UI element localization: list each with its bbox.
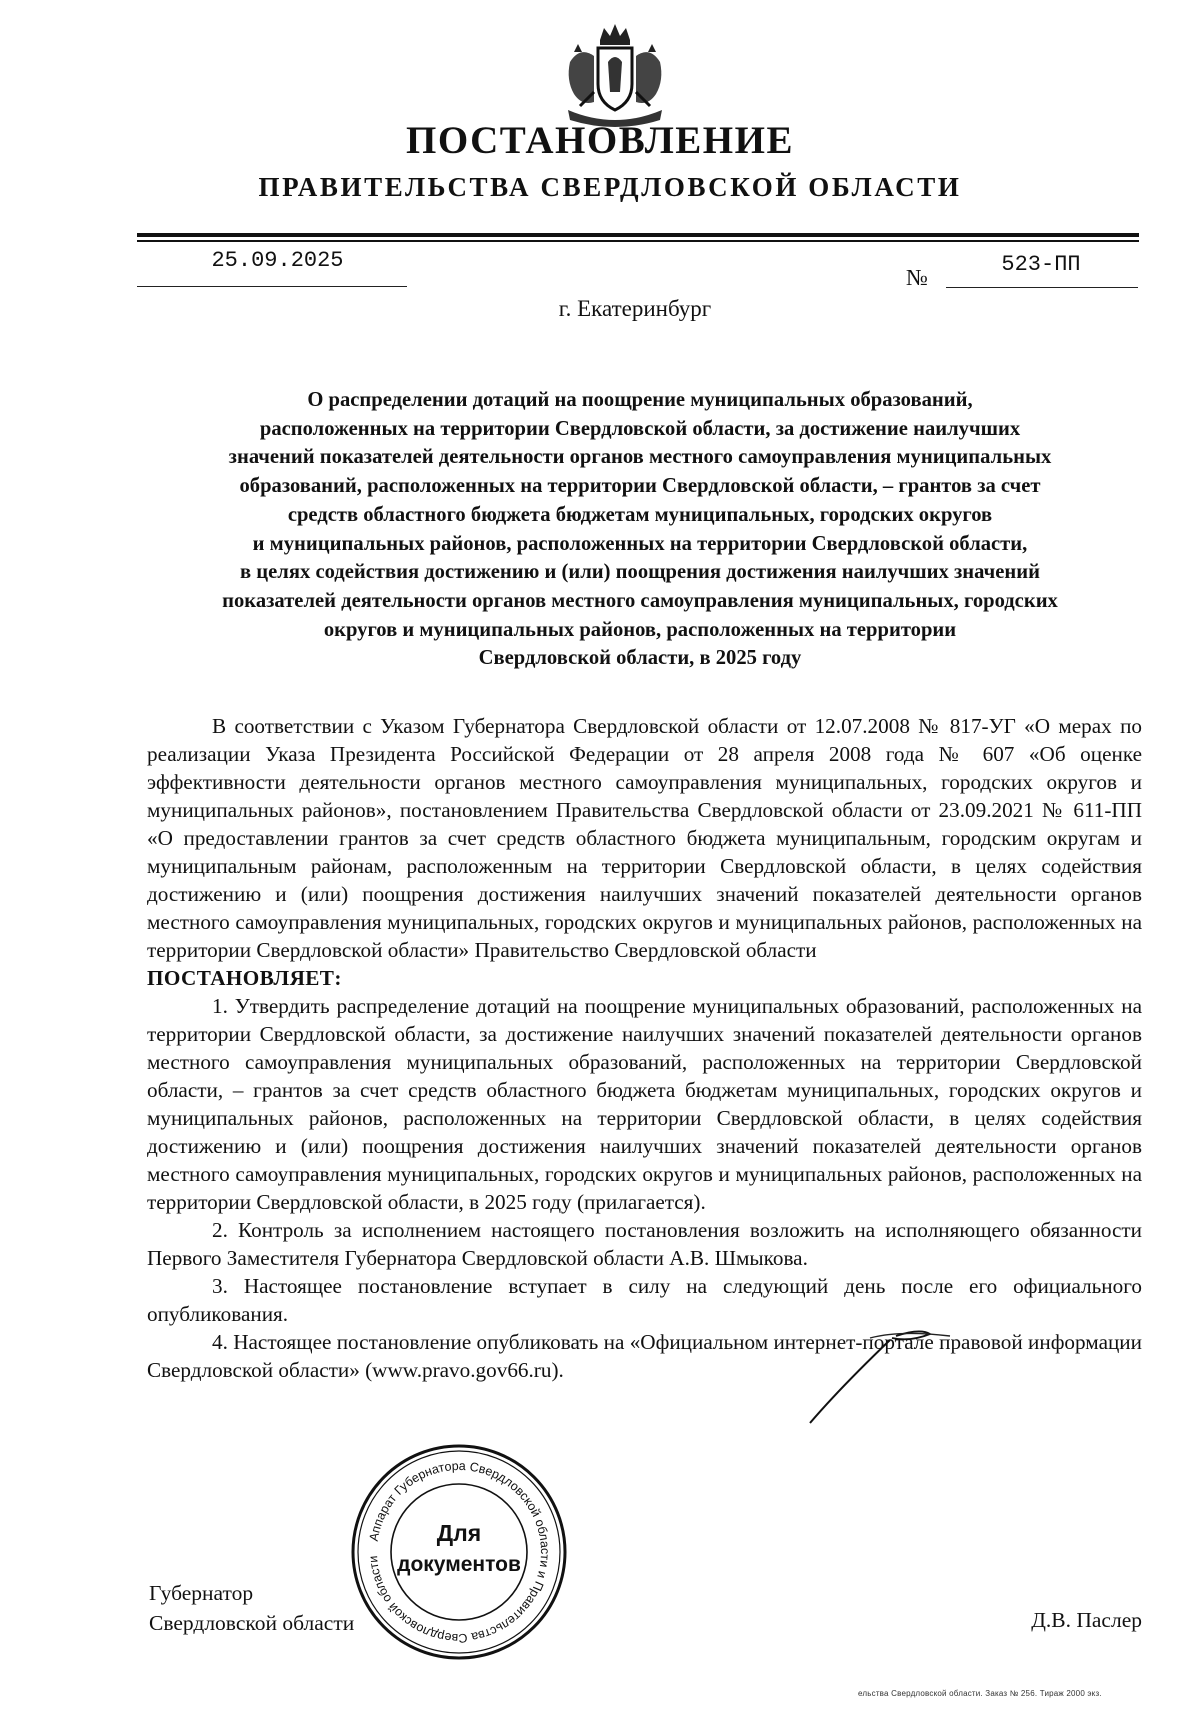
number-sign: № <box>906 265 928 290</box>
item-paragraph: 2. Контроль за исполнением настоящего постановления возложить на исполняющего обязанности Первого Заместителя Губернатора Свердловской области А.В. Шмыкова. <box>147 1218 1142 1270</box>
document-heading <box>140 386 1140 673</box>
document-date: 25.09.2025 <box>211 248 344 273</box>
header-rule-thick <box>137 233 1139 237</box>
signatory-name: Д.В. Паслер <box>1031 1608 1142 1632</box>
resolves-label: ПОСТАНОВЛЯЕТ: <box>147 966 342 990</box>
item-paragraph: 1. Утвердить распределение дотаций на поощрение муниципальных образований, расположенных на территории Свердловской области, за достижение наилучших значений показателей деятельности органов местного самоуправления муниципальных образований, расположенных на территории Свердловской области, – грантов за счет средств областного бюджета бюджетам муниципальных, городских округов и муниципальных районов, расположенных на территории Свердловской области, в целях содействия достижению и (или) поощрения достижения наилучших значений показателей деятельности органов местного самоуправления муниципальных, городских округов и муниципальных районов, расположенных на территории Свердловской области, в 2025 году (прилагается). <box>147 994 1142 1214</box>
round-stamp <box>348 1441 570 1663</box>
item-paragraph: 3. Настоящее постановление вступает в силу на следующий день после его официального опубликования. <box>147 1274 1142 1326</box>
document-title: ПОСТАНОВЛЕНИЕ <box>405 119 794 162</box>
preamble-paragraph: В соответствии с Указом Губернатора Свердловской области от 12.07.2008 № 817-УГ «О мерах по реализации Указа Президента Российской Федерации от 28 апреля 2008 года № 607 «Об оценке эффективности деятельности органов местного самоуправления муниципальных, городских округов и муниципальных районов», постановлением Правительства Свердловской области от 23.09.2021 № 611-ПП «О предоставлении грантов за счет средств областного бюджета муниципальным, городским округам и муниципальным районам, расположенным на территории Свердловской области, в целях содействия достижению и (или) поощрения достижения наилучших значений показателей деятельности органов местного самоуправления муниципальных, городских округов и муниципальных районов, расположенных на территории Свердловской области» Правительство Свердловской области <box>147 714 1142 962</box>
heading-line: в целях содействия достижению и (или) поощрения достижения наилучших значений <box>240 561 1040 584</box>
signatory-position-line1: Губернатор <box>149 1581 254 1605</box>
number-underline <box>946 287 1138 288</box>
heading-line: средств областного бюджета бюджетам муниципальных, городских округов <box>287 503 993 526</box>
document-subtitle: ПРАВИТЕЛЬСТВА СВЕРДЛОВСКОЙ ОБЛАСТИ <box>258 172 962 202</box>
heading-line: показателей деятельности органов местного самоуправления муниципальных, городских <box>222 589 1058 612</box>
heading-line: и муниципальных районов, расположенных на территории Свердловской области, <box>252 532 1028 555</box>
date-underline <box>137 286 407 287</box>
city-line: г. Екатеринбург <box>558 296 712 321</box>
heading-line: значений показателей деятельности органов местного самоуправления муниципальных <box>228 446 1052 469</box>
coat-of-arms-emblem <box>560 22 670 130</box>
heading-line: образований, расположенных на территории Свердловской области, – грантов за счет <box>239 475 1041 498</box>
stamp-ring-text: Аппарат Губернатора Свердловской области и Правительства Свердловской области <box>366 1458 553 1646</box>
signatory-position-line2: Свердловской области <box>149 1611 355 1635</box>
header-rule-thin <box>137 240 1139 242</box>
heading-line: округов и муниципальных районов, расположенных на территории <box>323 618 957 641</box>
document-number: 523-ПП <box>1001 252 1081 277</box>
heading-line: О распределении дотаций на поощрение муниципальных образований, <box>307 389 973 411</box>
document-body <box>147 712 1142 1384</box>
print-footer-note: ельства Свердловской области. Заказ № 256. Тираж 2000 экз. <box>858 1689 1102 1698</box>
signatory-position <box>149 1578 354 1638</box>
heading-line: Свердловской области, в 2025 году <box>478 647 802 670</box>
heading-line: расположенных на территории Свердловской области, за достижение наилучших <box>259 417 1021 440</box>
handwritten-signature <box>800 1328 1020 1428</box>
stamp-center-line1: Для <box>436 1520 482 1546</box>
stamp-center-line2: документов <box>397 1553 521 1576</box>
item-paragraph: 4. Настоящее постановление опубликовать на «Официальном интернет-портале правовой информации Свердловской области» (www.pravo.gov66.ru). <box>147 1330 1142 1382</box>
